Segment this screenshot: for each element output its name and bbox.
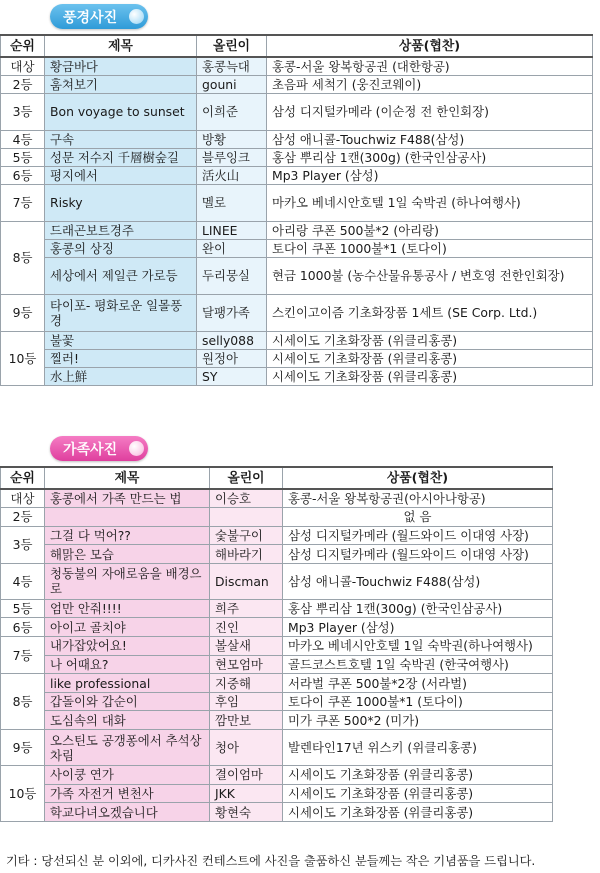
prize-cell: 골드코스트호텔 1일 숙박권 (한국여행사) [283,655,553,674]
uploader-cell: 홍콩늑대 [197,57,267,75]
prize-cell: 토다이 쿠폰 1000불*1 (토다이) [283,692,553,711]
header-uploader: 올린이 [197,35,267,57]
uploader-cell: 두리뭉실 [197,257,267,294]
uploader-cell: 원정아 [197,349,267,367]
uploader-cell: 결이엄마 [210,766,283,785]
title-cell: 도심속의 대화 [45,711,210,730]
rank-cell: 7등 [1,637,45,674]
table-row [1,130,593,148]
table-row [1,294,593,331]
title-cell: 학교다녀오겠습니다 [45,803,210,822]
title-cell: 水上鮮 [45,367,197,385]
title-cell: 가족 자전거 변천사 [45,784,210,803]
uploader-cell: 달팽가족 [197,294,267,331]
family-section-title: 가족사진 [63,441,118,458]
prize-cell: 홍삼 뿌리삼 1캔(300g) (한국인삼공사) [267,148,593,166]
rank-cell: 6등 [1,166,45,184]
rank-cell: 4등 [1,563,45,599]
table-row [1,803,553,822]
table-row [1,221,593,239]
prize-cell: 마카오 베네시안호텔 1일 숙박권(하나여행사) [283,637,553,656]
rank-cell: 10등 [1,331,45,385]
table-row [1,239,593,257]
header-uploader: 올린이 [210,467,283,489]
title-cell: 갑돌이와 갑순이 [45,692,210,711]
title-cell: 그걸 다 먹어?? [45,526,210,545]
table-row [1,784,553,803]
uploader-cell: 진인 [210,618,283,637]
title-cell: 오스틴도 공갱퐁에서 추석상차림 [45,730,210,766]
family-results-table [0,466,553,822]
table-row [1,508,553,527]
header-prize: 상품(협찬) [283,467,553,489]
table-row [1,599,553,618]
rank-cell: 10등 [1,766,45,822]
rank-cell: 5등 [1,599,45,618]
table-row [1,563,553,599]
uploader-cell: LINEE [197,221,267,239]
family-section-badge [50,436,148,461]
prize-cell: 아리랑 쿠폰 500불*2 (아리랑) [267,221,593,239]
prize-cell: 삼성 애니콜-Touchwiz F488(삼성) [283,563,553,599]
uploader-cell: 후임 [210,692,283,711]
table-row [1,637,553,656]
title-cell: 해맑은 모습 [45,545,210,564]
prize-cell: 삼성 디지털카메라 (월드와이드 이대영 사장) [283,545,553,564]
rank-cell: 4등 [1,130,45,148]
prize-cell: 홍콩-서울 왕복항공권 (대한항공) [267,57,593,75]
prize-cell: 없 음 [283,508,553,527]
rank-cell: 9등 [1,730,45,766]
table-row [1,655,553,674]
footnote: 기타 : 당선되신 분 이외에, 디카사진 컨테스트에 사진을 출품하신 분들께는 작은 기념품을 드립니다. [6,854,536,868]
table-row [1,526,553,545]
table-row [1,367,593,385]
title-cell: 엄만 안줘!!!! [45,599,210,618]
rank-cell: 8등 [1,674,45,730]
prize-cell: 스킨이고이즘 기초화장품 1세트 (SE Corp. Ltd.) [267,294,593,331]
uploader-cell: 이승호 [210,489,283,508]
table-row [1,166,593,184]
header-title: 제목 [45,467,210,489]
title-cell: 훔쳐보기 [45,75,197,93]
scenery-section-badge [50,4,148,29]
prize-cell: 삼성 디지털카메라 (월드와이드 이대영 사장) [283,526,553,545]
table-row [1,674,553,693]
uploader-cell: Discman [210,563,283,599]
header-rank: 순위 [1,35,45,57]
prize-cell: 마카오 베네시안호텔 1일 숙박권 (하나여행사) [267,184,593,221]
rank-cell: 7등 [1,184,45,221]
rank-cell: 대상 [1,489,45,508]
prize-cell: 홍삼 뿌리삼 1캔(300g) (한국인삼공사) [283,599,553,618]
prize-cell: 미가 쿠폰 500*2 (미가) [283,711,553,730]
prize-cell: 시세이도 기초화장품 (위클리홍콩) [267,349,593,367]
title-cell: 황금바다 [45,57,197,75]
title-cell: 드래곤보트경주 [45,221,197,239]
title-cell: 성문 저수지 千層樹숲길 [45,148,197,166]
scenery-results-table [0,34,593,386]
uploader-cell: 볼살새 [210,637,283,656]
prize-cell: 시세이도 기초화장품 (위클리홍콩) [267,367,593,385]
header-rank: 순위 [1,467,45,489]
uploader-cell: 멜로 [197,184,267,221]
table-row [1,93,593,130]
table-row [1,618,553,637]
table-row [1,257,593,294]
rank-cell: 6등 [1,618,45,637]
table-row [1,766,553,785]
rank-cell: 대상 [1,57,45,75]
uploader-cell: 이희준 [197,93,267,130]
rank-cell: 9등 [1,294,45,331]
prize-cell: 시세이도 기초화장품 (위클리홍콩) [283,803,553,822]
rank-cell: 3등 [1,526,45,563]
title-cell: 홍콩에서 가족 만드는 법 [45,489,210,508]
title-cell: 불꽃 [45,331,197,349]
table-row [1,57,593,75]
badge-bubble-icon [129,441,144,456]
uploader-cell: 블루잉크 [197,148,267,166]
uploader-cell: 지중해 [210,674,283,693]
prize-cell: 현금 1000불 (농수산물유통공사 / 변호영 전한인회장) [267,257,593,294]
scenery-table-body [1,57,593,385]
rank-cell: 3등 [1,93,45,130]
prize-cell: 시세이도 기초화장품 (위클리홍콩) [267,331,593,349]
uploader-cell [210,508,283,527]
title-cell: Risky [45,184,197,221]
uploader-cell: 청아 [210,730,283,766]
uploader-cell: JKK [210,784,283,803]
prize-cell: 토다이 쿠폰 1000불*1 (토다이) [267,239,593,257]
title-cell: 아이고 골치야 [45,618,210,637]
title-cell: 타이포- 평화로운 일몰풍경 [45,294,197,331]
uploader-cell: SY [197,367,267,385]
title-cell: 구속 [45,130,197,148]
uploader-cell: 현모엄마 [210,655,283,674]
table-row [1,692,553,711]
table-row [1,489,553,508]
title-cell: 평지에서 [45,166,197,184]
uploader-cell: 희주 [210,599,283,618]
prize-cell: 발렌타인17년 위스키 (위클리홍콩) [283,730,553,766]
rank-cell: 5등 [1,148,45,166]
prize-cell: 삼성 애니콜-Touchwiz F488(삼성) [267,130,593,148]
title-cell: 세상에서 제일큰 가로등 [45,257,197,294]
uploader-cell: gouni [197,75,267,93]
badge-bubble-icon [129,9,144,24]
header-prize: 상품(협찬) [267,35,593,57]
header-title: 제목 [45,35,197,57]
prize-cell: Mp3 Player (삼성) [283,618,553,637]
table-row [1,331,593,349]
table-row [1,545,553,564]
scenery-section-title: 풍경사진 [63,9,118,26]
uploader-cell: 완이 [197,239,267,257]
table-row [1,730,553,766]
title-cell: 사이쿵 연가 [45,766,210,785]
title-cell: 찔러! [45,349,197,367]
uploader-cell: 해바라기 [210,545,283,564]
prize-cell: Mp3 Player (삼성) [267,166,593,184]
prize-cell: 삼성 디지털카메라 (이순정 전 한인회장) [267,93,593,130]
uploader-cell: 깜만보 [210,711,283,730]
title-cell: like professional [45,674,210,693]
table-row [1,184,593,221]
prize-cell: 서라벌 쿠폰 500불*2장 (서라벌) [283,674,553,693]
uploader-cell: selly088 [197,331,267,349]
title-cell: 홍콩의 상징 [45,239,197,257]
title-cell [45,508,210,527]
rank-cell: 2등 [1,75,45,93]
prize-cell: 시세이도 기초화장품 (위클리홍콩) [283,784,553,803]
prize-cell: 시세이도 기초화장품 (위클리홍콩) [283,766,553,785]
uploader-cell: 방황 [197,130,267,148]
table-row [1,75,593,93]
title-cell: 내가잡았어요! [45,637,210,656]
rank-cell: 2등 [1,508,45,527]
table-row [1,711,553,730]
family-table-body [1,489,553,821]
table-row [1,349,593,367]
table-row [1,148,593,166]
prize-cell: 초음파 세척기 (웅진코웨이) [267,75,593,93]
uploader-cell: 황현숙 [210,803,283,822]
uploader-cell: 活火山 [197,166,267,184]
title-cell: 청동불의 자애로움을 배경으로 [45,563,210,599]
prize-cell: 홍콩-서울 왕복항공권(아시아나항공) [283,489,553,508]
title-cell: 나 어때요? [45,655,210,674]
uploader-cell: 숯불구이 [210,526,283,545]
title-cell: Bon voyage to sunset [45,93,197,130]
rank-cell: 8등 [1,221,45,294]
